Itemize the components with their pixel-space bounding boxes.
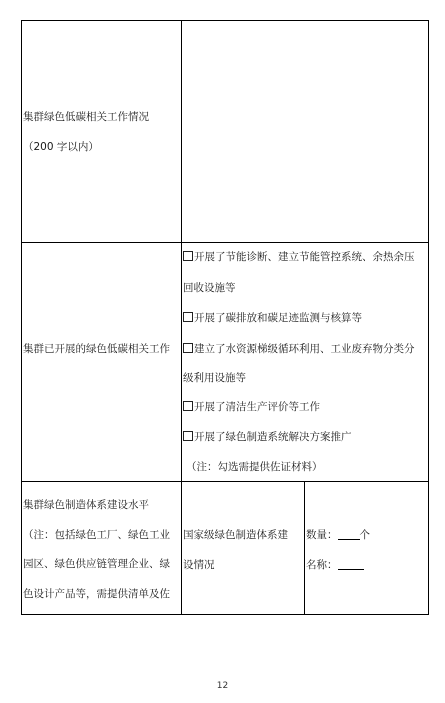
option-water-recycling[interactable] xyxy=(183,342,415,357)
checkbox-icon[interactable] xyxy=(183,251,193,261)
page-number: 12 xyxy=(216,681,229,691)
checkbox-icon[interactable] xyxy=(183,401,193,411)
table-left-border xyxy=(21,20,22,615)
option-green-solution[interactable] xyxy=(183,430,352,445)
row1-note: （200 字以内） xyxy=(23,141,99,153)
row3-sub-label-line-1: 国家级绿色制造体系建 xyxy=(183,529,288,541)
row3-sub-divider xyxy=(304,481,305,615)
option-text: 开展了碳排放和碳足迹监测与核算等 xyxy=(194,312,362,324)
count-label: 数量： xyxy=(306,529,338,541)
row-divider-2 xyxy=(21,481,429,482)
option-text: 建立了水资源梯级循环利用、工业废弃物分类分 xyxy=(194,343,415,355)
option-text: 开展了绿色制造系统解决方案推广 xyxy=(194,431,352,443)
column-divider xyxy=(181,20,182,615)
option-text: 开展了清洁生产评价等工作 xyxy=(194,401,320,413)
count-unit: 个 xyxy=(359,529,370,541)
row3-label-line-3: 园区、绿色供应链管理企业、绿 xyxy=(23,558,170,570)
row2-label: 集群已开展的绿色低碳相关工作 xyxy=(23,343,170,355)
row3-label-line-1: 集群绿色制造体系建设水平 xyxy=(23,499,149,511)
row3-label-line-4: 色设计产品等，需提供清单及佐 xyxy=(23,588,170,600)
option-text: 开展了节能诊断、建立节能管控系统、余热余压 xyxy=(194,251,415,263)
option-energy-diagnosis[interactable] xyxy=(183,250,415,265)
count-field[interactable] xyxy=(306,528,370,543)
row3-sub-label-line-2: 设情况 xyxy=(183,559,215,571)
table-bottom-border xyxy=(21,614,429,615)
row1-label: 集群绿色低碳相关工作情况 xyxy=(23,111,149,123)
option-continuation: 级利用设施等 xyxy=(183,372,246,384)
row-divider-1 xyxy=(21,242,429,243)
name-field[interactable] xyxy=(306,558,364,573)
row1-content-cell[interactable] xyxy=(183,22,427,241)
option-carbon-monitoring[interactable] xyxy=(183,311,362,326)
row2-note: （注：勾选需提供佐证材料） xyxy=(186,461,323,473)
row3-label-line-2: （注：包括绿色工厂、绿色工业 xyxy=(23,529,170,541)
checkbox-icon[interactable] xyxy=(183,343,193,353)
count-blank[interactable] xyxy=(338,528,360,540)
name-label: 名称： xyxy=(306,559,338,571)
option-continuation: 回收设施等 xyxy=(183,282,236,294)
checkbox-icon[interactable] xyxy=(183,312,193,322)
name-blank[interactable] xyxy=(338,558,364,570)
checkbox-icon[interactable] xyxy=(183,431,193,441)
table-top-border xyxy=(21,20,429,21)
table-right-border xyxy=(428,20,429,615)
option-clean-production[interactable] xyxy=(183,400,320,415)
